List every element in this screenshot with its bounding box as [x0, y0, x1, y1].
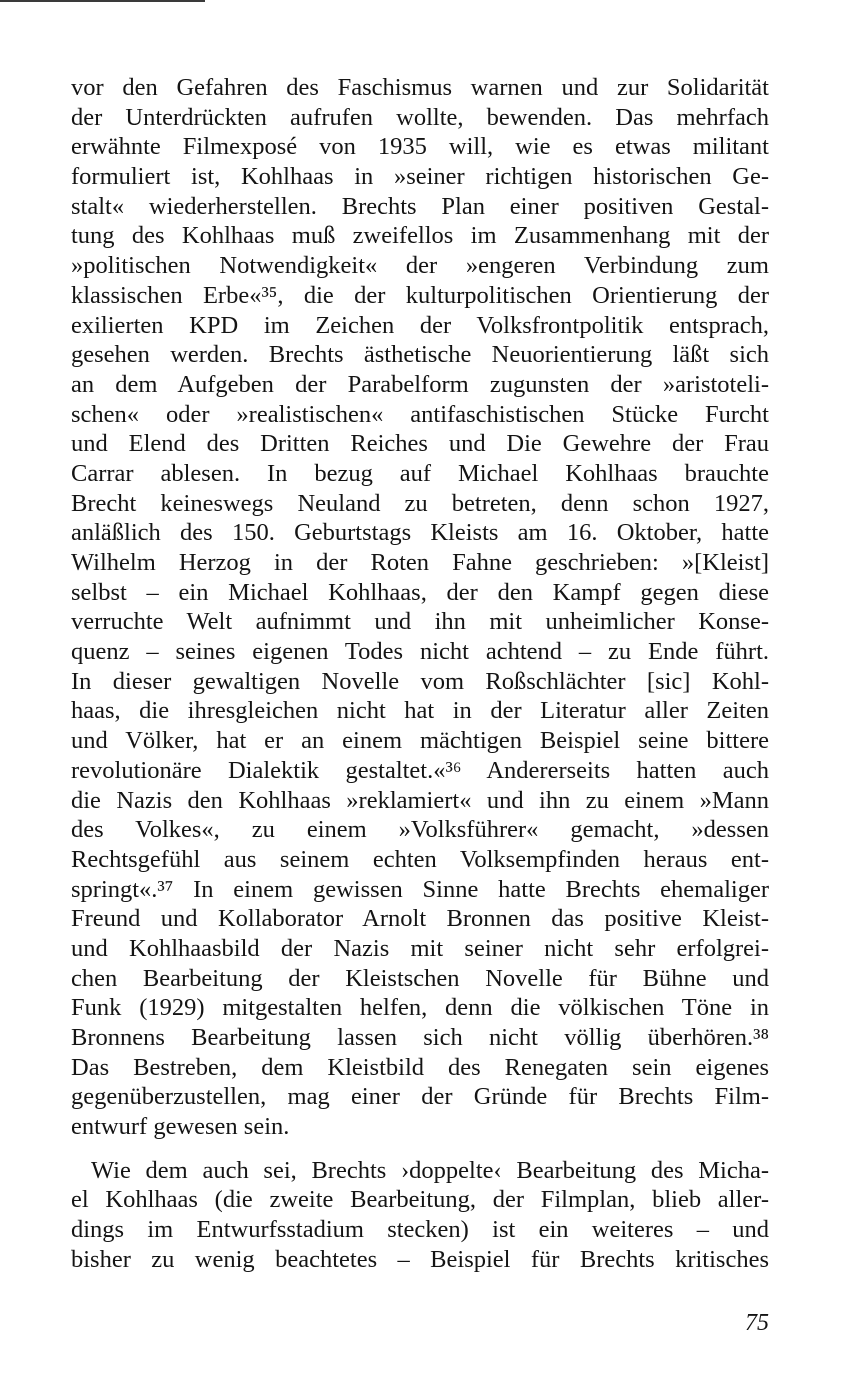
text-line: haas, die ihresgleichen nicht hat in der Literatur aller Zeiten [71, 697, 769, 725]
text-line: springt«.³⁷ In einem gewissen Sinne hatte Brechts ehemaliger [71, 875, 769, 903]
text-line: gesehen werden. Brechts ästhetische Neuorientierung läßt sich [71, 341, 769, 369]
text-line: Wilhelm Herzog in der Roten Fahne geschrieben: »[Kleist] [71, 549, 769, 576]
text-line: bisher zu wenig beachtetes – Beispiel für Brechts kritisches [71, 1245, 769, 1273]
text-line: Freund und Kollaborator Arnolt Bronnen das positive Kleist- [71, 905, 769, 933]
page-body [71, 73, 769, 1275]
text-line: revolutionäre Dialektik gestaltet.«³⁶ Andererseits hatten auch [71, 756, 769, 784]
text-line: entwurf gewesen sein. [71, 1113, 290, 1141]
text-line: formuliert ist, Kohlhaas in »seiner richtigen historischen Ge- [71, 163, 769, 191]
text-line: el Kohlhaas (die zweite Bearbeitung, der Filmplan, blieb aller- [71, 1186, 769, 1214]
text-line: und Elend des Dritten Reiches und Die Gewehre der Frau [71, 430, 769, 458]
text-line: »politischen Notwendigkeit« der »engeren Verbindung zum [71, 252, 769, 280]
text-line: des Volkes«, zu einem »Volksführer« gemacht, »dessen [71, 816, 769, 844]
text-line: die Nazis den Kohlhaas »reklamiert« und ihn zu einem »Mann [71, 786, 769, 814]
text-line: anläßlich des 150. Geburtstags Kleists am 16. Oktober, hatte [71, 519, 769, 547]
page-number: 75 [745, 1310, 769, 1336]
text-line: und Völker, hat er an einem mächtigen Beispiel seine bittere [71, 727, 769, 755]
text-line: Bronnens Bearbeitung lassen sich nicht völlig überhören.³⁸ [71, 1024, 769, 1051]
text-line: exilierten KPD im Zeichen der Volksfrontpolitik entsprach, [71, 311, 769, 339]
text-line: erwähnte Filmexposé von 1935 will, wie es etwas militant [71, 133, 769, 161]
text-line: chen Bearbeitung der Kleistschen Novelle für Bühne und [71, 964, 769, 992]
text-line: verruchte Welt aufnimmt und ihn mit unheimlicher Konse- [71, 608, 769, 636]
text-line: und Kohlhaasbild der Nazis mit seiner nicht sehr erfolgrei- [71, 934, 769, 962]
text-line: Carrar ablesen. In bezug auf Michael Kohlhaas brauchte [71, 459, 769, 487]
paragraph-2 [71, 1156, 769, 1275]
text-line: Funk (1929) mitgestalten helfen, denn die völkischen Töne in [71, 994, 769, 1022]
text-line: selbst – ein Michael Kohlhaas, der den Kampf gegen diese [71, 578, 769, 606]
text-line: Brecht keineswegs Neuland zu betreten, denn schon 1927, [71, 489, 769, 517]
text-line: vor den Gefahren des Faschismus warnen und zur Solidarität [71, 74, 769, 101]
text-line: gegenüberzustellen, mag einer der Gründe für Brechts Film- [71, 1083, 769, 1111]
text-line: Wie dem auch sei, Brechts ›doppelte‹ Bearbeitung des Micha- [91, 1156, 769, 1184]
scan-edge-rule [0, 0, 205, 2]
text-line: klassischen Erbe«³⁵, die der kulturpolitischen Orientierung der [71, 281, 769, 309]
text-line: schen« oder »realistischen« antifaschistischen Stücke Furcht [71, 400, 769, 428]
paragraph-1 [71, 73, 769, 1142]
text-line: an dem Aufgeben der Parabelform zugunsten der »aristoteli- [71, 370, 769, 398]
text-line: der Unterdrückten aufrufen wollte, bewenden. Das mehrfach [71, 103, 769, 131]
text-line: In dieser gewaltigen Novelle vom Roßschlächter [sic] Kohl- [71, 667, 769, 695]
text-line: Das Bestreben, dem Kleistbild des Renegaten sein eigenes [71, 1053, 769, 1081]
text-line: Rechtsgefühl aus seinem echten Volksempfinden heraus ent- [71, 845, 769, 873]
text-line: dings im Entwurfsstadium stecken) ist ein weiteres – und [71, 1216, 769, 1244]
paragraph-gap [71, 1142, 769, 1156]
text-line: quenz – seines eigenen Todes nicht achtend – zu Ende führt. [71, 638, 769, 666]
text-line: stalt« wiederherstellen. Brechts Plan einer positiven Gestal- [71, 192, 769, 220]
text-line: tung des Kohlhaas muß zweifellos im Zusammenhang mit der [71, 222, 769, 250]
